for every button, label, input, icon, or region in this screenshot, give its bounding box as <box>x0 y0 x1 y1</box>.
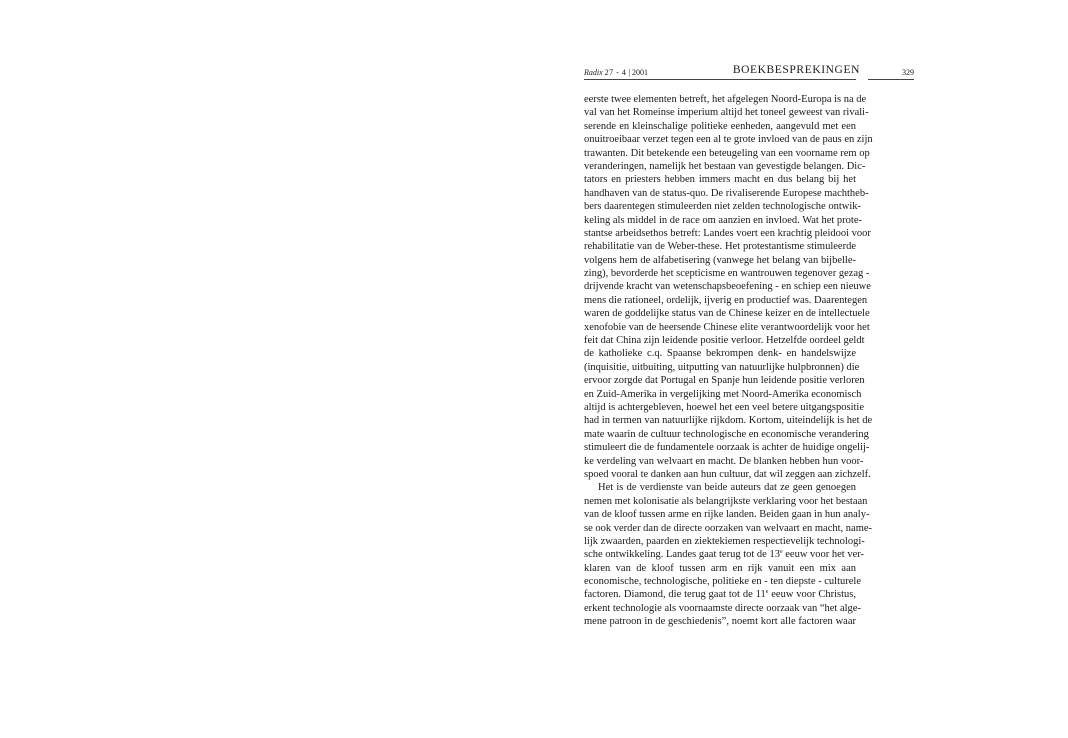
text-line: keling als middel in de race om aanzien en invloed. Wat het prote- <box>584 214 862 226</box>
text-line <box>584 548 865 561</box>
text-line: tators en priesters hebben immers macht en dus belang bij het <box>584 174 856 186</box>
journal-citation <box>584 68 648 77</box>
text-line: rehabilitatie van de Weber-these. Het protestantisme stimuleerde <box>584 241 856 253</box>
text-line: veranderingen, namelijk het bestaan van gevestigde belangen. Dic- <box>584 160 866 172</box>
text-line: waren de goddelijke status van de Chinese keizer en de intellectuele <box>584 308 870 320</box>
volume-issue: 27 - 4 <box>604 68 627 77</box>
text-line: altijd is achtergebleven, hoewel het een veel betere uitgangspositie <box>584 401 864 413</box>
text-line: bers daarentegen stimuleerden niet zelden technologische ontwik- <box>584 201 861 213</box>
text-segment: eeuw voor het ver- <box>782 549 865 561</box>
text-line: xenofobie van de heersende Chinese elite verantwoordelijk voor het <box>584 321 870 333</box>
running-head <box>584 64 914 80</box>
text-line: nemen met kolonisatie als belangrijkste verklaring voor het bestaan <box>584 495 868 507</box>
superscript: e <box>765 589 769 596</box>
text-line: had in termen van natuurlijke rijkdom. Kortom, uiteindelijk is het de <box>584 415 873 427</box>
text-line <box>584 588 856 601</box>
text-line: handhaven van de status-quo. De rivaliserende Europese machtheb- <box>584 187 869 199</box>
page-number-rule <box>868 79 914 80</box>
text-line: erkent technologie als voornaamste directe oorzaak van “het alge- <box>584 602 861 614</box>
text-line: Het is de verdienste van beide auteurs dat ze geen genoegen <box>598 482 856 494</box>
separator: | <box>628 68 630 77</box>
year: 2001 <box>631 68 648 77</box>
text-line: de katholieke c.q. Spaanse bekrompen denk- en handelswijze <box>584 348 856 360</box>
text-line: eerste twee elementen betreft, het afgelegen Noord-Europa is na de <box>584 94 867 105</box>
page-number: 329 <box>902 68 914 77</box>
superscript: e <box>779 549 783 556</box>
text-segment: eeuw voor Christus, <box>768 589 856 601</box>
text-line: serende en kleinschalige politieke eenheden, aangevuld met een <box>584 120 856 132</box>
text-line: onuitroeibaar verzet tegen een al te grote invloed van de paus en zijn <box>584 134 873 146</box>
section-title: BOEKBESPREKINGEN <box>732 64 860 76</box>
text-line: lijk zwaarden, paarden en ziektekiemen respectievelijk technologi- <box>584 535 865 547</box>
text-line: zing), bevorderde het scepticisme en wantrouwen tegenover gezag - <box>584 268 870 280</box>
text-line: van de kloof tussen arme en rijke landen. Beiden gaan in hun analy- <box>584 509 870 521</box>
journal-name: Radix <box>584 68 603 77</box>
text-line: trawanten. Dit betekende een beteugeling van een voorname rem op <box>584 147 870 159</box>
text-line: mene patroon in de geschiedenis”, noemt kort alle factoren waar <box>584 616 856 628</box>
text-segment: sche ontwikkeling. Landes gaat terug tot de 13 <box>584 549 780 561</box>
text-line: stantse arbeidsethos betreft: Landes voert een krachtig pleidooi voor <box>584 227 871 239</box>
header-rule <box>584 79 856 80</box>
text-line: ke verdeling van welvaart en macht. De blanken hebben hun voor- <box>584 455 864 467</box>
text-line: en Zuid-Amerika in vergelijking met Noord-Amerika economisch <box>584 388 862 400</box>
text-line: drijvende kracht van wetenschapsbeoefening - en schiep een nieuwe <box>584 281 871 293</box>
text-line: (inquisitie, uitbuiting, uitputting van natuurlijke hulpbronnen) die <box>584 361 860 373</box>
text-line: klaren van de kloof tussen arm en rijk vanuit een mix aan <box>584 562 856 574</box>
text-segment: factoren. Diamond, die terug gaat tot de 11 <box>584 589 766 601</box>
text-line: economische, technologische, politieke en - ten diepste - culturele <box>584 576 861 588</box>
text-line: feit dat China zijn leidende positie verloor. Hetzelfde oordeel geldt <box>584 335 865 347</box>
body-text <box>584 93 873 629</box>
text-line: mens die rationeel, ordelijk, ijverig en productief was. Daarentegen <box>584 294 868 306</box>
text-line: mate waarin de cultuur technologische en economische verandering <box>584 428 869 440</box>
text-line: spoed vooral te danken aan hun cultuur, dat wil zeggen aan zichzelf. <box>584 468 871 480</box>
text-line: volgens hem de alfabetisering (vanwege het belang van bijbelle- <box>584 254 856 266</box>
text-line: val van het Romeinse imperium altijd het toneel geweest van rivali- <box>584 107 869 119</box>
text-line: stimuleert die de fundamentele oorzaak is achter de huidige ongelij- <box>584 442 870 454</box>
text-line: ervoor zorgde dat Portugal en Spanje hun leidende positie verloren <box>584 375 865 387</box>
text-line: se ook verder dan de directe oorzaken van welvaart en macht, name- <box>584 522 873 534</box>
